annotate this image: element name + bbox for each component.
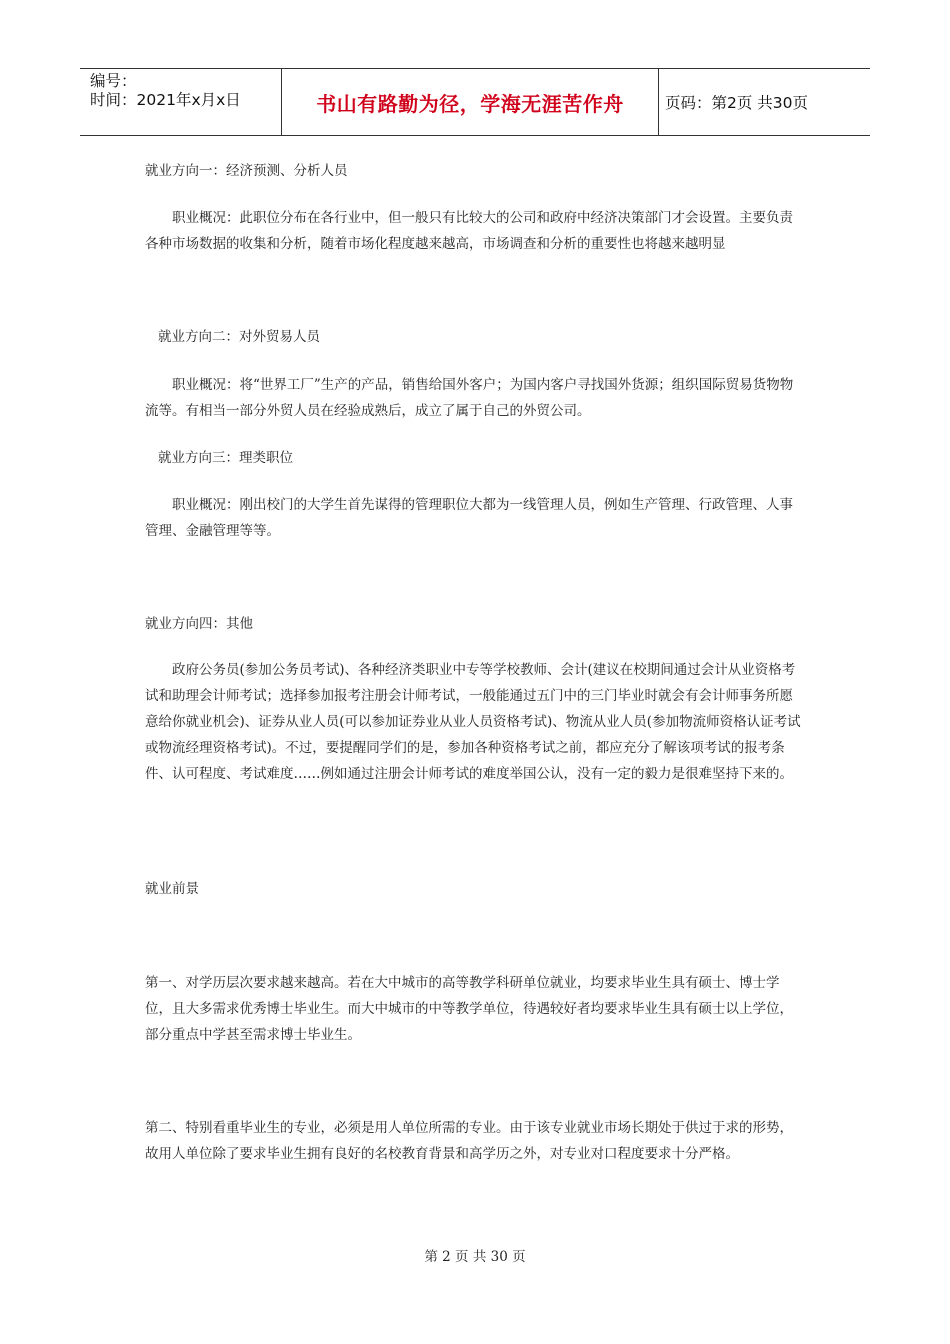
header-page-info: 页码：第2页 共30页 xyxy=(665,94,809,112)
heading-direction-2: 就业方向二：对外贸易人员 xyxy=(158,329,320,345)
heading-prospects: 就业前景 xyxy=(145,881,199,897)
paragraph-direction-3: 职业概况：刚出校门的大学生首先谋得的管理职位大都为一线管理人员，例如生产管理、行政管理、人事管理、金融管理等等。 xyxy=(145,497,793,539)
page-footer: 第 2 页 共 30 页 xyxy=(424,1249,526,1265)
time-label: 时间：2021年x月x日 xyxy=(90,91,241,109)
header-meta xyxy=(80,69,282,135)
paragraph-prospect-1: 第一、对学历层次要求越来越高。若在大中城市的高等教学科研单位就业，均要求毕业生具有硕士、博士学位，且大多需求优秀博士毕业生。而大中城市的中等教学单位，待遇较好者均要求毕业生具有硕士以上学位，部分重点中学甚至需求博士毕业生。 xyxy=(145,975,793,1043)
number-label: 编号： xyxy=(90,72,137,90)
paragraph-prospect-2: 第二、特别看重毕业生的专业，必须是用人单位所需的专业。由于该专业就业市场长期处于供过于求的形势，故用人单位除了要求毕业生拥有良好的名校教育背景和高学历之外，对专业对口程度要求十分严格。 xyxy=(145,1120,793,1162)
paragraph-direction-2: 职业概况：将“世界工厂”生产的产品，销售给国外客户；为国内客户寻找国外货源；组织国际贸易货物物流等。有相当一部分外贸人员在经验成熟后，成立了属于自己的外贸公司。 xyxy=(145,377,794,419)
paragraph-direction-1: 职业概况：此职位分布在各行业中，但一般只有比较大的公司和政府中经济决策部门才会设置。主要负责各种市场数据的收集和分析，随着市场化程度越来越高，市场调查和分析的重要性也将越来越明显 xyxy=(145,210,793,252)
heading-direction-1: 就业方向一：经济预测、分析人员 xyxy=(145,163,348,179)
heading-direction-4: 就业方向四：其他 xyxy=(145,616,253,632)
heading-direction-3: 就业方向三：理类职位 xyxy=(158,450,293,466)
header-motto: 书山有路勤为径，学海无涯苦作舟 xyxy=(282,69,659,135)
paragraph-direction-4: 政府公务员(参加公务员考试)、各种经济类职业中专等学校教师、会计(建议在校期间通过会计从业资格考试和助理会计师考试；选择参加报考注册会计师考试，一般能通过五门中的三门毕业时就会有会计师事务所愿意给你就业机会)、证券从业人员(可以参加证券业从业人员资格考试)、物流从业人员(参加物流师资格认证考试或物流经理资格考试)。不过，要提醒同学们的是，参加各种资格考试之前，都应充分了解该项考试的报考条件、认可程度、考试难度……例如通过注册会计师考试的难度举国公认，没有一定的毅力是很难坚持下来的。 xyxy=(145,662,801,782)
page-header xyxy=(80,68,870,136)
